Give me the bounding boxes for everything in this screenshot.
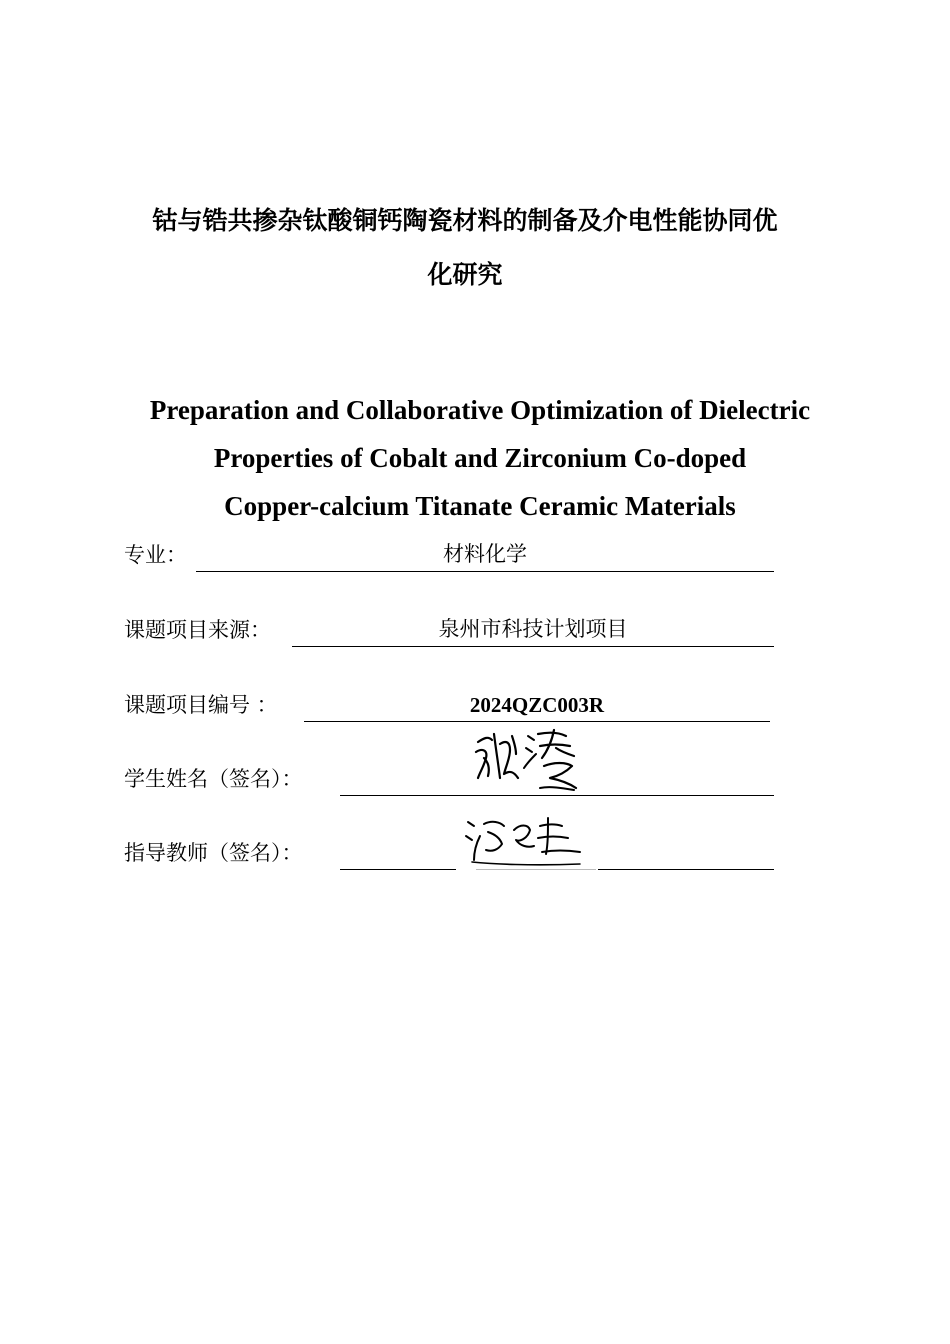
english-title-line-3: Copper-calcium Titanate Ceramic Materials: [224, 491, 736, 521]
chinese-title-line-1: 钴与锆共掺杂钛酸铜钙陶瓷材料的制备及介电性能协同优: [152, 206, 778, 235]
project-source-label: 课题项目来源：: [124, 618, 271, 642]
student-signature-underline: [340, 765, 774, 796]
major-value: 材料化学: [443, 542, 527, 566]
project-number-field: [124, 688, 774, 722]
student-signature-label: 学生姓名（签名）：: [124, 767, 303, 791]
advisor-signature-field: [124, 836, 774, 870]
english-title: [60, 386, 900, 530]
major-underline: [196, 541, 774, 572]
chinese-title: [95, 194, 835, 302]
major-label: 专业：: [124, 543, 187, 567]
advisor-signature-underline-right: [598, 839, 774, 870]
advisor-signature-label: 指导教师（签名）：: [124, 841, 303, 865]
chinese-title-line-2: 化研究: [427, 260, 503, 289]
project-source-value: 泉州市科技计划项目: [438, 617, 628, 641]
project-number-value: 2024QZC003R: [469, 693, 605, 717]
project-source-underline: [292, 616, 774, 647]
english-title-line-2: Properties of Cobalt and Zirconium Co-doped: [213, 443, 747, 473]
major-field: [124, 538, 774, 572]
student-signature-field: [124, 762, 774, 796]
project-number-underline: [304, 691, 770, 722]
project-number-label: 课题项目编号 ：: [124, 693, 278, 717]
advisor-signature-underline-mid: [476, 839, 596, 870]
english-title-line-1: Preparation and Collaborative Optimization of Dielectric: [149, 395, 811, 425]
advisor-signature-underline-left: [340, 839, 456, 870]
project-source-field: [124, 613, 774, 647]
